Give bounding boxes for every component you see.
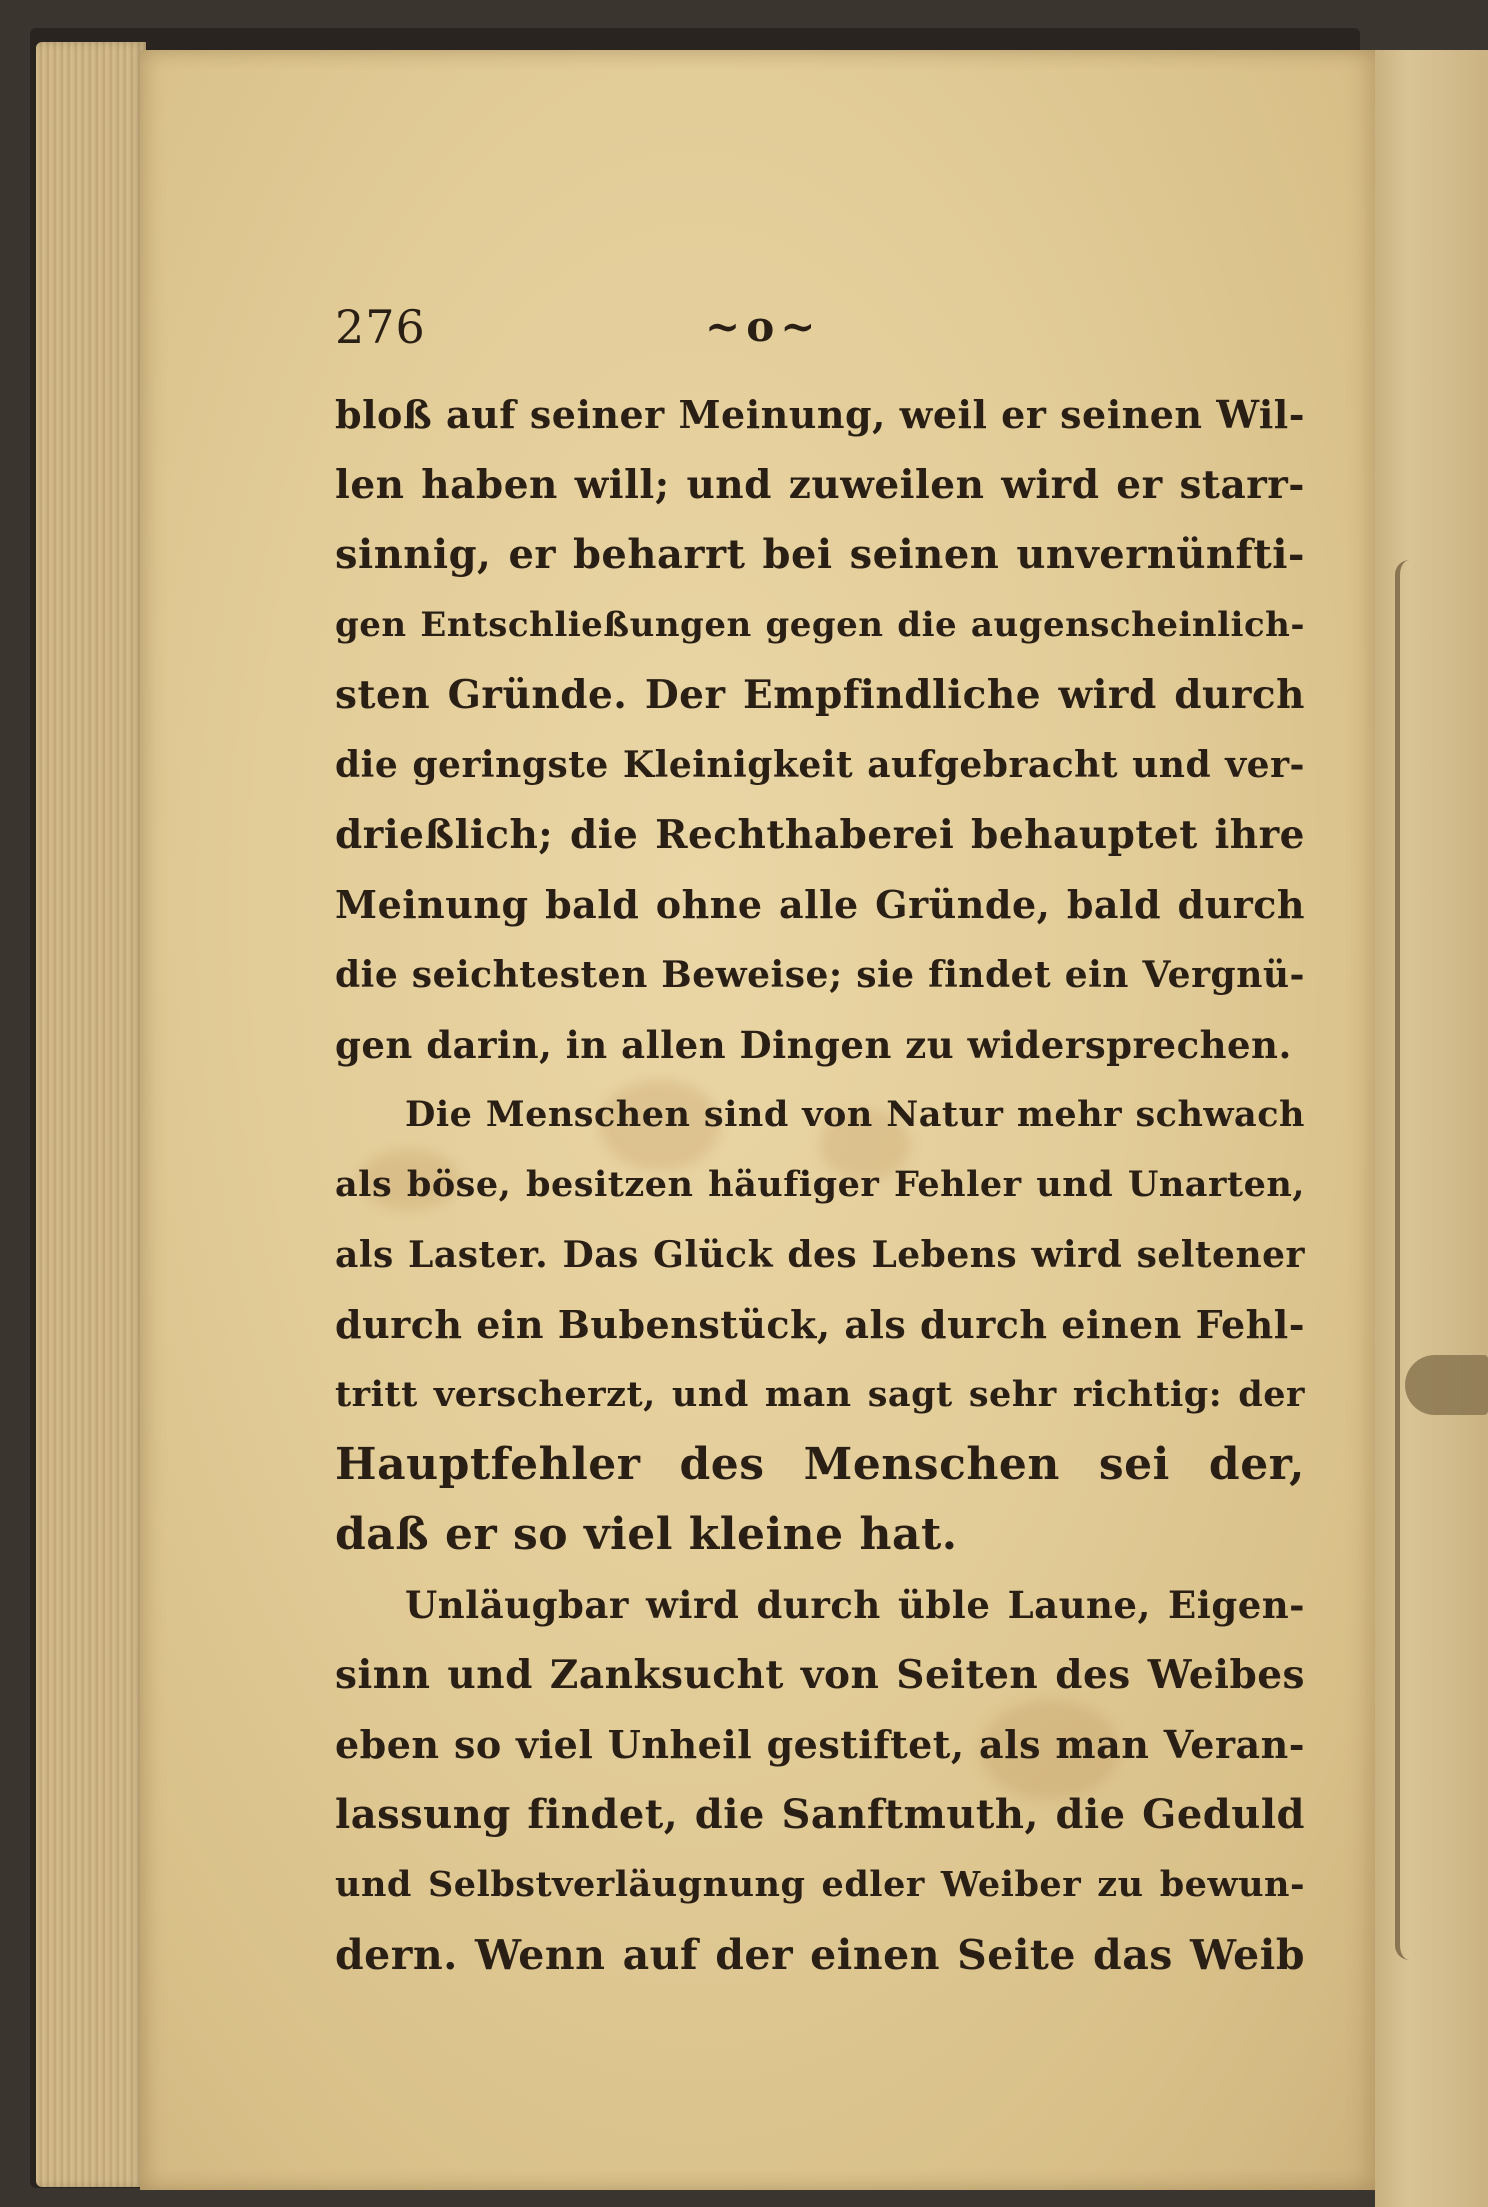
- text-line: und Selbstverläugnung edler Weiber zu bewun-: [335, 1864, 1305, 1905]
- text-line: Meinung bald ohne alle Gründe, bald durch: [335, 882, 1305, 927]
- text-line: lassung findet, die Sanftmuth, die Geduld: [335, 1791, 1305, 1838]
- page-header: [335, 300, 1305, 380]
- text-line: durch ein Bubenstück, als durch einen Fehl-: [335, 1302, 1305, 1347]
- header-ornament: ~o~: [705, 302, 822, 351]
- text-line: tritt verscherzt, und man sagt sehr richtig: der: [335, 1374, 1305, 1415]
- facing-page-strip: [1375, 50, 1488, 2207]
- text-line: gen Entschließungen gegen die augenscheinlich-: [335, 605, 1305, 645]
- text-line: Hauptfehler des Menschen sei der,: [335, 1439, 1305, 1490]
- text-line: sinnig, er beharrt bei seinen unvernünfti-: [335, 531, 1305, 578]
- text-line: gen darin, in allen Dingen zu widersprechen.: [335, 1023, 1292, 1067]
- text-line: die geringste Kleinigkeit aufgebracht und ver-: [335, 744, 1305, 786]
- text-line: Die Menschen sind von Natur mehr schwach: [405, 1094, 1305, 1135]
- page-edges: [36, 42, 146, 2187]
- page-text-block: [335, 300, 1305, 1990]
- text-line: eben so viel Unheil gestiftet, als man Veran-: [335, 1722, 1305, 1767]
- binding-thread-knot: [1405, 1355, 1488, 1415]
- text-line: die seichtesten Beweise; sie findet ein Vergnü-: [335, 954, 1305, 996]
- text-line: drießlich; die Rechthaberei behauptet ihre: [335, 812, 1305, 858]
- text-line: Unläugbar wird durch üble Laune, Eigen-: [405, 1583, 1305, 1627]
- text-line: sten Gründe. Der Empfindliche wird durch: [335, 672, 1305, 718]
- text-line: dern. Wenn auf der einen Seite das Weib: [335, 1931, 1305, 1979]
- body-text: [335, 380, 1305, 1990]
- text-line: daß er so viel kleine hat.: [335, 1509, 958, 1560]
- binding-thread: [1395, 560, 1424, 1960]
- text-line: als böse, besitzen häufiger Fehler und Unarten,: [335, 1164, 1305, 1205]
- text-line: bloß auf seiner Meinung, weil er seinen Wil-: [335, 392, 1305, 437]
- text-line: sinn und Zanksucht von Seiten des Weibes: [335, 1652, 1305, 1698]
- text-line: als Laster. Das Glück des Lebens wird seltener: [335, 1234, 1305, 1276]
- text-line: len haben will; und zuweilen wird er starr-: [335, 462, 1305, 508]
- page-number: 276: [335, 300, 426, 354]
